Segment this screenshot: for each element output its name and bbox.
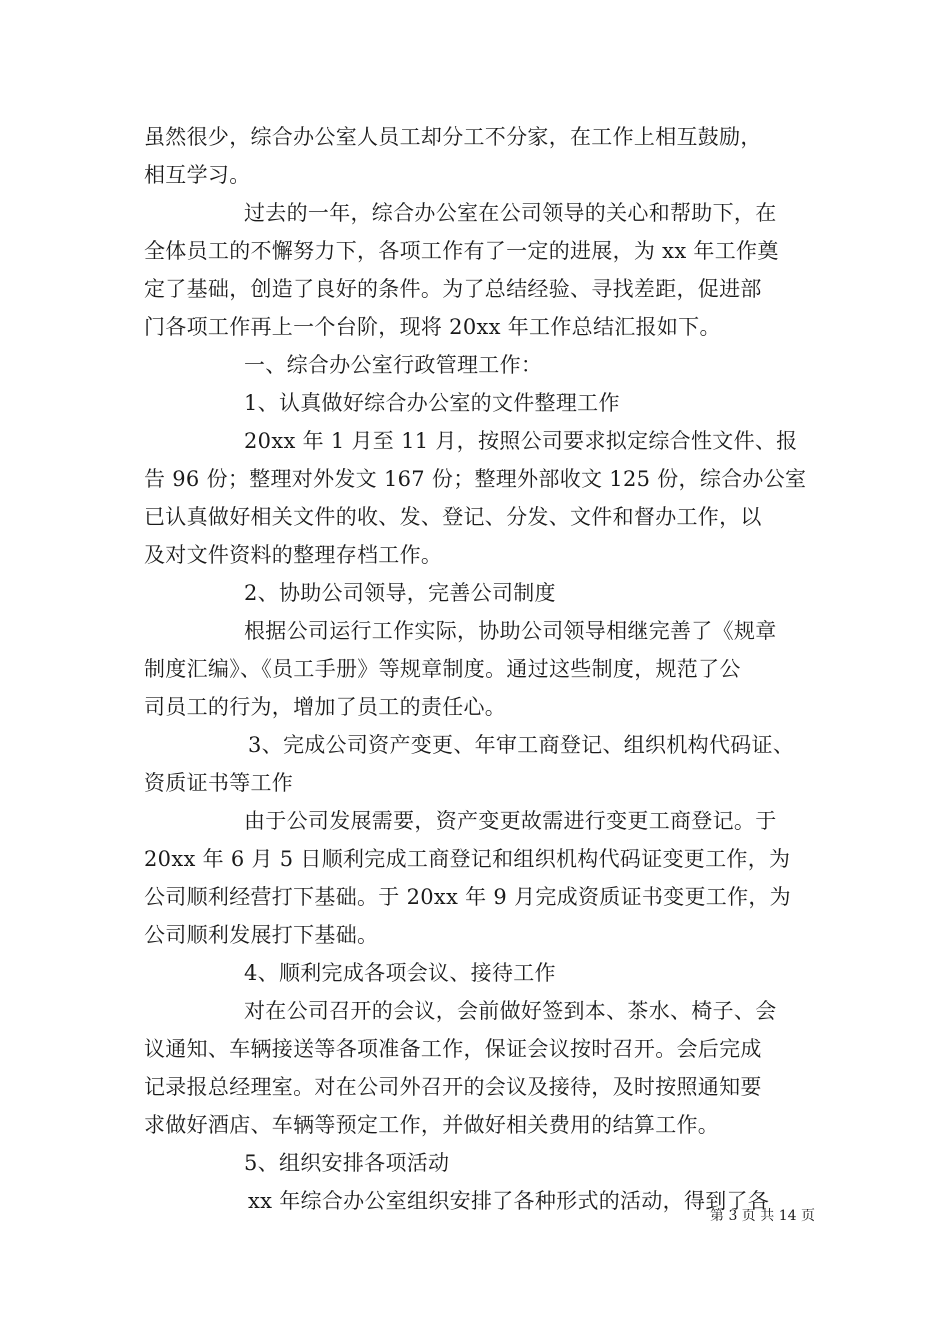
text-line: 制度汇编》、《员工手册》等规章制度。通过这些制度，规范了公 <box>144 657 741 681</box>
text-line: 虽然很少，综合办公室人员工却分工不分家，在工作上相互鼓励， <box>144 125 762 149</box>
text-line: 门各项工作再上一个台阶，现将 20xx 年工作总结汇报如下。 <box>144 315 721 339</box>
text-line: 司员工的行为，增加了员工的责任心。 <box>144 695 507 719</box>
text-line: 过去的一年，综合办公室在公司领导的关心和帮助下，在 <box>244 201 777 225</box>
text-line: 议通知、车辆接送等各项准备工作，保证会议按时召开。会后完成 <box>144 1037 762 1061</box>
text-line: 公司顺利经营打下基础。于 20xx 年 9 月完成资质证书变更工作，为 <box>144 885 791 909</box>
text-line: 求做好酒店、车辆等预定工作，并做好相关费用的结算工作。 <box>144 1113 720 1137</box>
page-number: 第 3 页 共 14 页 <box>710 1208 815 1224</box>
text-line: 由于公司发展需要，资产变更故需进行变更工商登记。于 <box>244 809 777 833</box>
text-line: xx 年综合办公室组织安排了各种形式的活动，得到了各 <box>248 1189 770 1213</box>
text-line: 相互学习。 <box>144 163 251 187</box>
subsection-heading: 5、组织安排各项活动 <box>244 1151 450 1175</box>
subsection-heading: 3、完成公司资产变更、年审工商登记、组织机构代码证、 <box>248 733 795 757</box>
text-line: 告 96 份；整理对外发文 167 份；整理外部收文 125 份，综合办公室 <box>144 467 807 491</box>
text-line: 20xx 年 6 月 5 日顺利完成工商登记和组织机构代码证变更工作，为 <box>144 847 791 871</box>
text-line: 公司顺利发展打下基础。 <box>144 923 379 947</box>
text-line: 及对文件资料的整理存档工作。 <box>144 543 443 567</box>
text-line: 对在公司召开的会议，会前做好签到本、茶水、椅子、会 <box>244 999 777 1023</box>
subsection-heading: 2、协助公司领导，完善公司制度 <box>244 581 556 605</box>
subsection-heading: 4、顺利完成各项会议、接待工作 <box>244 961 556 985</box>
text-line: 资质证书等工作 <box>144 771 294 795</box>
text-line: 已认真做好相关文件的收、发、登记、分发、文件和督办工作，以 <box>144 505 762 529</box>
subsection-heading: 1、认真做好综合办公室的文件整理工作 <box>244 391 620 415</box>
text-line: 全体员工的不懈努力下，各项工作有了一定的进展，为 xx 年工作奠 <box>144 239 779 263</box>
text-line: 定了基础，创造了良好的条件。为了总结经验、寻找差距，促进部 <box>144 277 762 301</box>
text-line: 记录报总经理室。对在公司外召开的会议及接待，及时按照通知要 <box>144 1075 762 1099</box>
document-body <box>144 118 824 1220</box>
text-line: 根据公司运行工作实际，协助公司领导相继完善了《规章 <box>244 619 777 643</box>
section-heading: 一、综合办公室行政管理工作： <box>244 353 543 377</box>
text-line: 20xx 年 1 月至 11 月，按照公司要求拟定综合性文件、报 <box>244 429 798 453</box>
